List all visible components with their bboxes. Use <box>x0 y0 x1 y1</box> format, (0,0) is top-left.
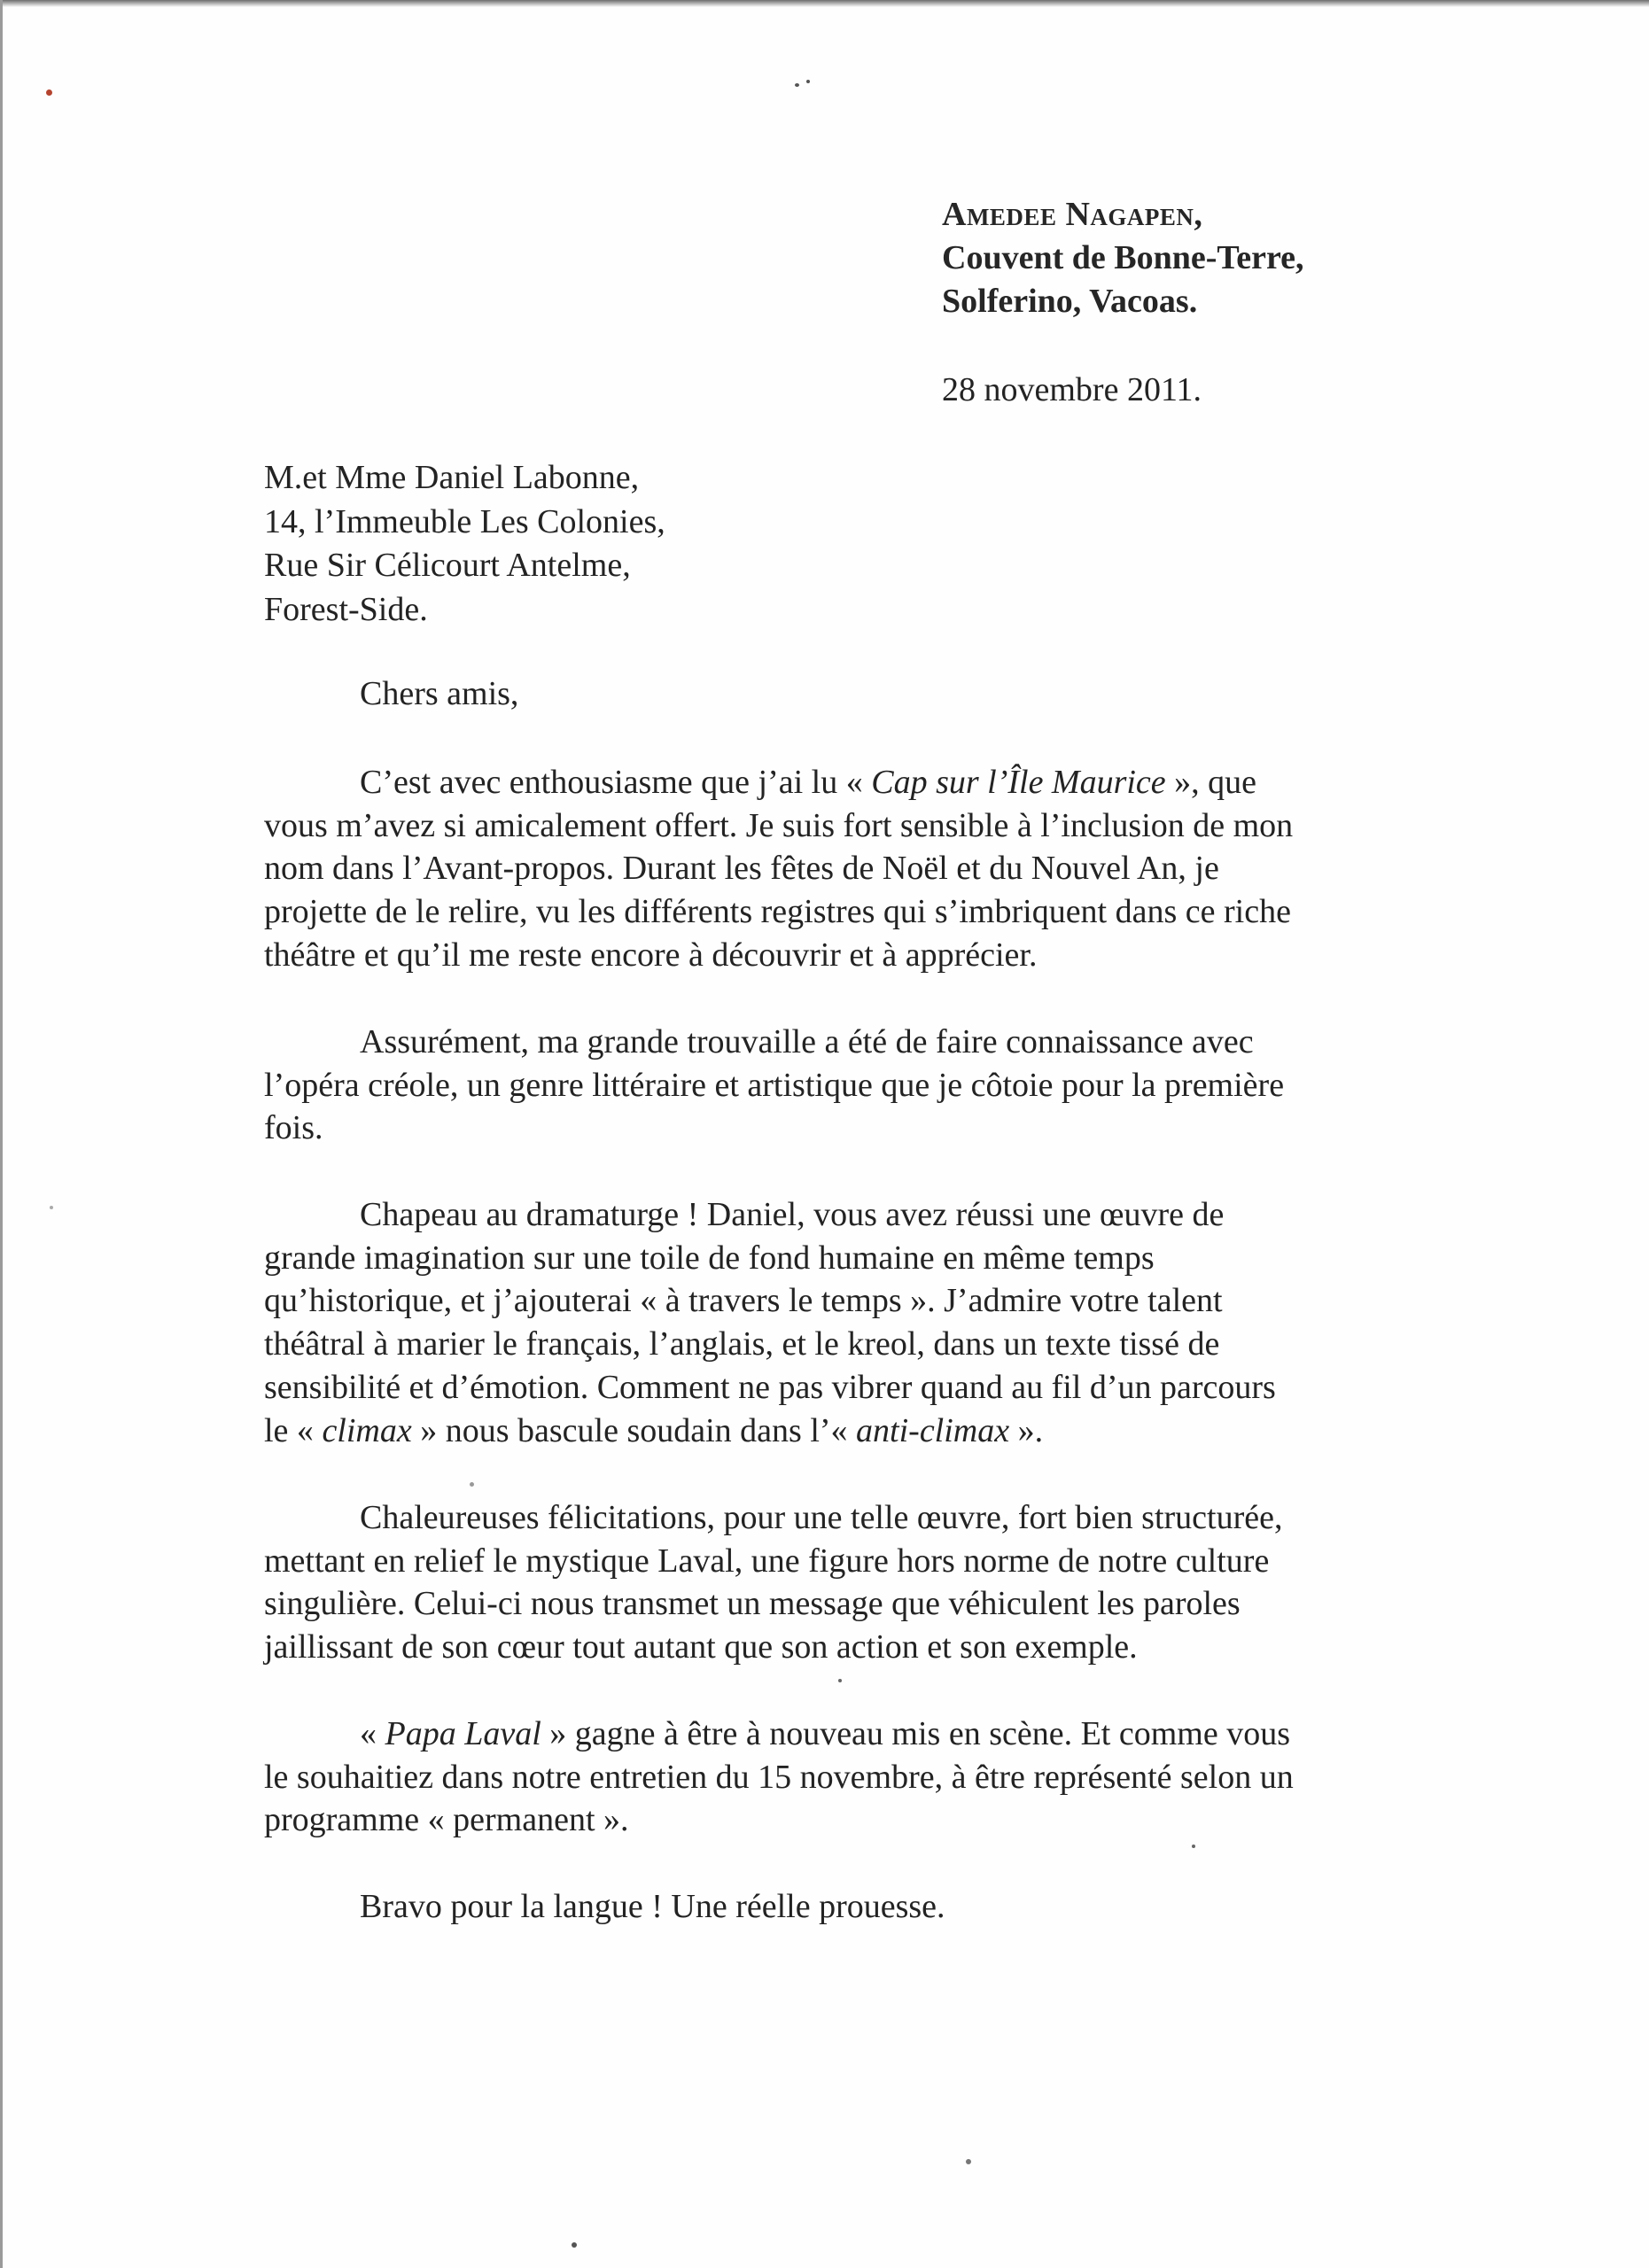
paragraph-line: programme « permanent ». <box>264 1801 629 1839</box>
sender-name: Amedee Nagapen, <box>942 196 1203 233</box>
paragraph-line: fois. <box>264 1109 323 1147</box>
paragraph-line: « Papa Laval » gagne à être à nouveau mis en scène. Et comme vous <box>360 1715 1290 1752</box>
paragraph-line: mettant en relief le mystique Laval, une figure hors norme de notre culture <box>264 1542 1270 1580</box>
ink-speck <box>806 80 810 83</box>
ink-speck <box>838 1679 842 1682</box>
recipient-line: Forest-Side. <box>264 590 428 628</box>
paragraph-5 <box>264 1713 1443 1842</box>
paragraph-line: théâtral à marier le français, l’anglais, et le kreol, dans un texte tissé de <box>264 1325 1220 1363</box>
paragraph-line: singulière. Celui-ci nous transmet un message que véhiculent les paroles <box>264 1585 1241 1623</box>
ink-speck <box>795 83 799 87</box>
paragraph-line: projette de le relire, vu les différents registres qui s’imbriquent dans ce riche <box>264 893 1291 931</box>
play-title: Papa Laval <box>385 1715 541 1752</box>
paragraph-line: Assurément, ma grande trouvaille a été de faire connaissance avec <box>360 1023 1254 1060</box>
paragraph-line: théâtre et qu’il me reste encore à découvrir et à apprécier. <box>264 936 1038 974</box>
paragraph-line: l’opéra créole, un genre littéraire et artistique que je côtoie pour la première <box>264 1066 1285 1104</box>
sender-block <box>942 193 1304 323</box>
paragraph-3 <box>264 1193 1443 1452</box>
sender-address-line: Solferino, Vacoas. <box>942 283 1198 320</box>
paragraph-line: vous m’avez si amicalement offert. Je suis fort sensible à l’inclusion de mon <box>264 806 1294 844</box>
ink-speck <box>470 1482 474 1487</box>
letter-date: 28 novembre 2011. <box>942 371 1202 408</box>
salutation: Chers amis, <box>360 675 519 712</box>
ink-speck <box>50 1206 53 1209</box>
scan-top-edge <box>0 0 1649 7</box>
paragraph-line: Chapeau au dramaturge ! Daniel, vous avez réussi une œuvre de <box>360 1196 1225 1233</box>
ink-speck <box>46 89 52 96</box>
recipient-line: M.et Mme Daniel Labonne, <box>264 459 640 496</box>
paragraph-line: sensibilité et d’émotion. Comment ne pas vibrer quand au fil d’un parcours <box>264 1368 1276 1406</box>
recipient-line: Rue Sir Célicourt Antelme, <box>264 547 631 584</box>
paragraph-line: jaillissant de son cœur tout autant que son action et son exemple. <box>264 1628 1138 1666</box>
paragraph-line: le souhaitiez dans notre entretien du 15 novembre, à être représenté selon un <box>264 1758 1294 1796</box>
paragraph-line: C’est avec enthousiasme que j’ai lu « Cap sur l’Île Maurice », que <box>360 764 1257 801</box>
scan-left-edge <box>0 0 3 2268</box>
paragraph-line: Chaleureuses félicitations, pour une telle œuvre, fort bien structurée, <box>360 1499 1283 1536</box>
paragraph-6 <box>264 1885 1443 1929</box>
book-title: Cap sur l’Île Maurice <box>871 764 1166 801</box>
italic-term: anti-climax <box>856 1411 1010 1449</box>
paragraph-line: qu’historique, et j’ajouterai « à travers le temps ». J’admire votre talent <box>264 1282 1223 1320</box>
paragraph-line: grande imagination sur une toile de fond humaine en même temps <box>264 1239 1155 1277</box>
sender-address-line: Couvent de Bonne-Terre, <box>942 239 1304 276</box>
italic-term: climax <box>322 1411 412 1449</box>
paragraph-4 <box>264 1496 1443 1669</box>
paragraph-line: nom dans l’Avant-propos. Durant les fêtes de Noël et du Nouvel An, je <box>264 850 1219 888</box>
recipient-line: 14, l’Immeuble Les Colonies, <box>264 502 665 540</box>
paragraph-line: Bravo pour la langue ! Une réelle prouesse. <box>360 1888 945 1925</box>
paragraph-line: le « climax » nous bascule soudain dans l’« anti-climax ». <box>264 1411 1044 1449</box>
ink-speck <box>572 2242 577 2248</box>
paragraph-1 <box>264 761 1443 977</box>
ink-speck <box>966 2159 971 2164</box>
recipient-block <box>264 456 665 632</box>
paragraph-2 <box>264 1021 1443 1150</box>
ink-speck <box>1192 1845 1195 1848</box>
